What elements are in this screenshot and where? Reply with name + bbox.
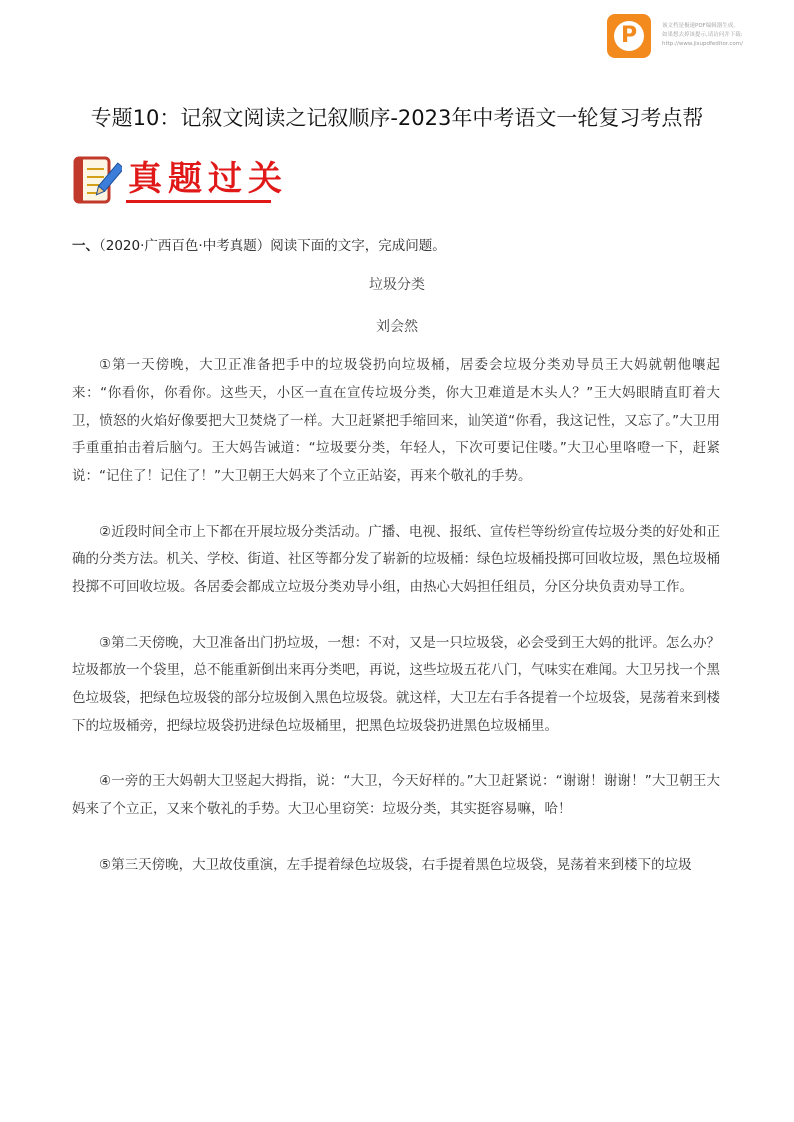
logo-ring <box>614 21 644 51</box>
watermark-line: 如果想去掉该提示,请访问并下载: <box>662 32 743 38</box>
watermark-notice <box>662 22 790 49</box>
watermark-line: http://www.jisupdfeditor.com/ <box>662 41 743 47</box>
question-heading <box>72 234 446 254</box>
watermark-line: 该文档是极速PDF编辑器生成, <box>662 23 735 29</box>
question-instructions: （2020·广西百色·中考真题）阅读下面的文字，完成问题。 <box>99 238 446 254</box>
article-body <box>72 352 720 907</box>
paragraph: ③第二天傍晚，大卫准备出门扔垃圾，一想：不对，又是一只垃圾袋，必会受到王大妈的批评。怎么办？垃圾都放一个袋里，总不能重新倒出来再分类吧，再说，这些垃圾五花八门，气味实在难闻。大卫另找一个黑色垃圾袋，把绿色垃圾袋的部分垃圾倒入黑色垃圾袋。就这样，大卫左右手各提着一个垃圾袋，晃荡着来到楼下的垃圾桶旁，把绿垃圾袋扔进绿色垃圾桶里，把黑色垃圾袋扔进黑色垃圾桶里。 <box>72 634 720 734</box>
question-number: 一、 <box>72 238 99 254</box>
banner-underline <box>126 200 271 203</box>
paragraph: ⑤第三天傍晚，大卫故伎重演，左手提着绿色垃圾袋，右手提着黑色垃圾袋，晃荡着来到楼下的垃圾 <box>99 856 692 873</box>
paragraph: ④一旁的王大妈朝大卫竖起大拇指，说：“大卫，今天好样的。”大卫赶紧说：“谢谢！谢谢！”大卫朝王大妈来了个立正，又来个敬礼的手势。大卫心里窃笑：垃圾分类，其实挺容易嘛，哈！ <box>72 773 720 817</box>
logo-letter: P <box>620 23 638 48</box>
article-title: 垃圾分类 <box>369 277 425 293</box>
article-author: 刘会然 <box>376 319 418 335</box>
notebook-pencil-icon <box>72 155 122 207</box>
paragraph: ①第一天傍晚，大卫正准备把手中的垃圾袋扔向垃圾桶，居委会垃圾分类劝导员王大妈就朝他嚷起来：“你看你，你看你。这些天，小区一直在宣传垃圾分类，你大卫难道是木头人？”王大妈眼睛直盯着大卫，愤怒的火焰好像要把大卫焚烧了一样。大卫赶紧把手缩回来，讪笑道“你看，我这记性，又忘了。”大卫用手重重拍击着后脑勺。王大妈告诫道：“垃圾要分类，年轻人，下次可要记住喽。”大卫心里咯噔一下，赶紧说：“记住了！记住了！”大卫朝王大妈来了个立正站姿，再来个敬礼的手势。 <box>72 357 720 484</box>
pdf-editor-logo <box>607 14 651 58</box>
paragraph: ②近段时间全市上下都在开展垃圾分类活动。广播、电视、报纸、宣传栏等纷纷宣传垃圾分类的好处和正确的分类方法。机关、学校、街道、社区等都分发了崭新的垃圾桶：绿色垃圾桶投掷可回收垃圾，黑色垃圾桶投掷不可回收垃圾。各居委会都成立垃圾分类劝导小组，由热心大妈担任组员，分区分块负责劝导工作。 <box>72 523 720 595</box>
section-banner: 真题过关 <box>128 159 288 199</box>
document-title: 专题10：记叙文阅读之记叙顺序-2023年中考语文一轮复习考点帮 <box>90 106 704 130</box>
